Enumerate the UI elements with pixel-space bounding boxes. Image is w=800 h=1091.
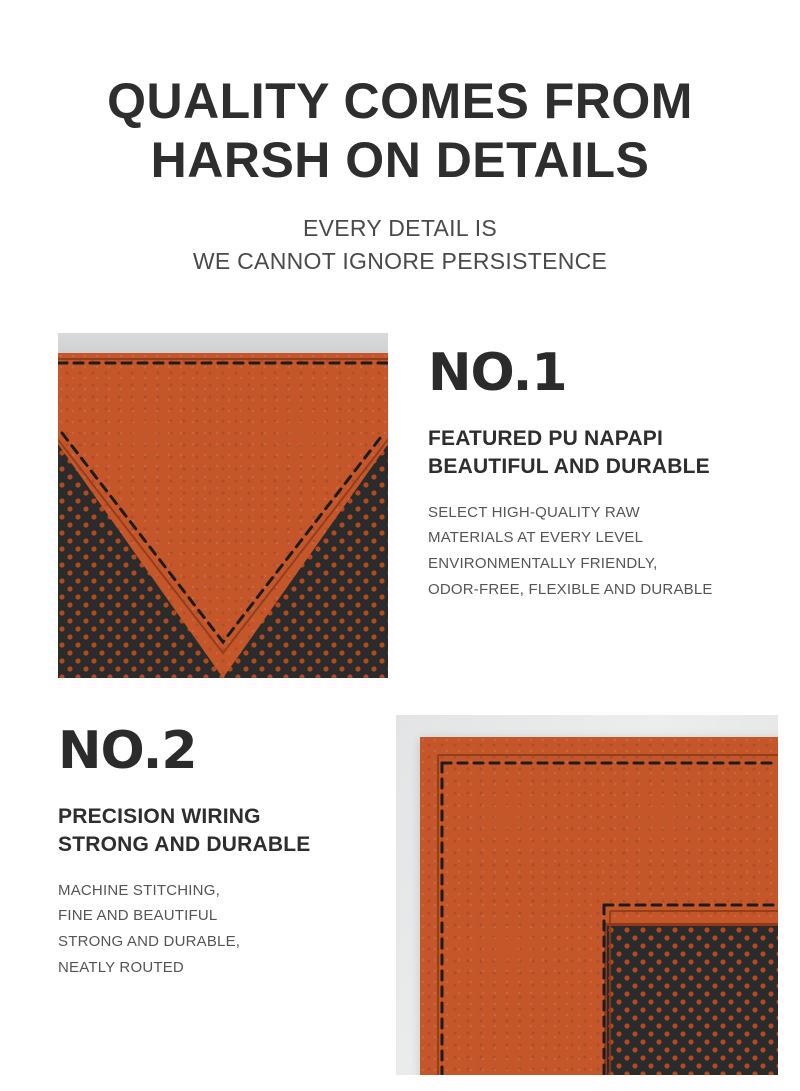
feature-2-number: NO.2 [58,721,197,781]
feature-1-body-line-4: ODOR-FREE, FLEXIBLE AND DURABLE [428,581,713,599]
page-subtitle [0,212,800,279]
feature-1-body [428,500,758,603]
feature-1-heading [428,425,758,482]
feature-1-heading-line-2: BEAUTIFUL AND DURABLE [428,455,710,479]
feature-1-body-line-3: ENVIRONMENTALLY FRIENDLY, [428,555,658,573]
page-title-line-2: HARSH ON DETAILS [150,132,650,188]
feature-section-1 [0,333,800,678]
feature-1-body-line-2: MATERIALS AT EVERY LEVEL [428,529,644,547]
product-photo-leather-corner [58,333,388,678]
feature-1-heading-line-1: FEATURED PU NAPAPI [428,427,663,450]
photo-1-top-edge [58,333,388,353]
feature-1-text [428,333,758,678]
feature-1-body-line-1: SELECT HIGH-QUALITY RAW [428,503,640,521]
feature-2-heading [58,803,388,860]
product-photo-stitched-border [396,715,778,1075]
feature-2-body-line-2: FINE AND BEAUTIFUL [58,907,218,925]
page-title-line-1: QUALITY COMES FROM [107,73,693,129]
feature-2-body-line-3: STRONG AND DURABLE, [58,933,241,951]
photo-2-mesh-texture [604,923,778,1075]
feature-2-heading-line-1: PRECISION WIRING [58,805,261,828]
feature-2-body-line-4: NEATLY ROUTED [58,959,184,977]
feature-section-2 [0,715,800,1075]
feature-1-number: NO.1 [428,343,567,403]
page-header [0,0,800,279]
feature-2-heading-line-2: STRONG AND DURABLE [58,833,311,857]
feature-2-body [58,878,388,981]
page-subtitle-line-2: WE CANNOT IGNORE PERSISTENCE [192,248,608,275]
feature-2-body-line-1: MACHINE STITCHING, [58,881,220,899]
feature-2-text [58,715,388,1075]
page-subtitle-line-1: EVERY DETAIL IS [302,215,498,241]
